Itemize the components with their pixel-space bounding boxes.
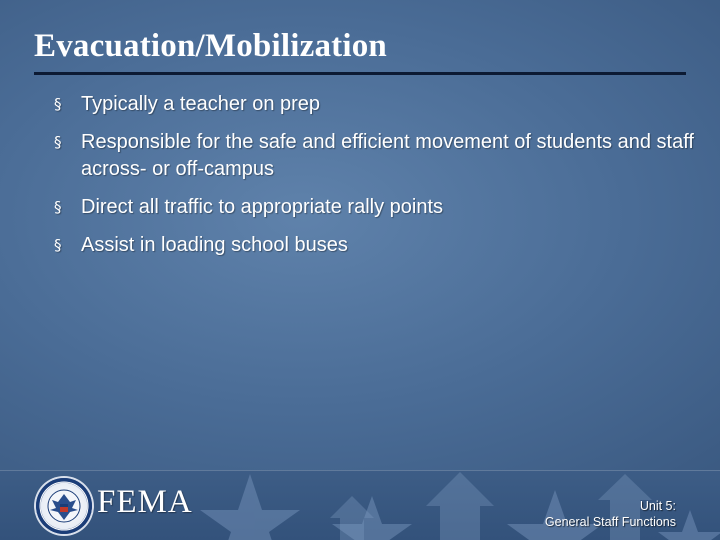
- unit-label: [545, 498, 676, 530]
- bullet-text: Assist in loading school buses: [81, 234, 348, 256]
- unit-number: Unit 5:: [639, 499, 676, 513]
- bullet-marker-icon: §: [54, 198, 62, 216]
- bullet-marker-icon: §: [54, 236, 62, 254]
- footer: [0, 470, 720, 540]
- fema-logo: FEMA: [97, 484, 193, 520]
- bullet-item: [54, 194, 694, 221]
- bullet-item: [54, 91, 694, 118]
- unit-title: General Staff Functions: [544, 515, 676, 529]
- bullet-text: Responsible for the safe and efficient movement of students and staff across- or off-campus: [81, 131, 694, 180]
- slide-title: Evacuation/Mobilization: [34, 28, 387, 64]
- bullet-text: Typically a teacher on prep: [81, 93, 321, 115]
- bullet-item: [54, 232, 694, 259]
- bullet-item: [54, 129, 694, 183]
- bullet-text: Direct all traffic to appropriate rally points: [81, 196, 444, 218]
- bullet-list: [54, 91, 694, 270]
- dhs-seal-icon: [36, 478, 92, 534]
- bullet-marker-icon: §: [54, 95, 62, 113]
- title-underline: [34, 72, 686, 75]
- bullet-marker-icon: §: [54, 133, 62, 151]
